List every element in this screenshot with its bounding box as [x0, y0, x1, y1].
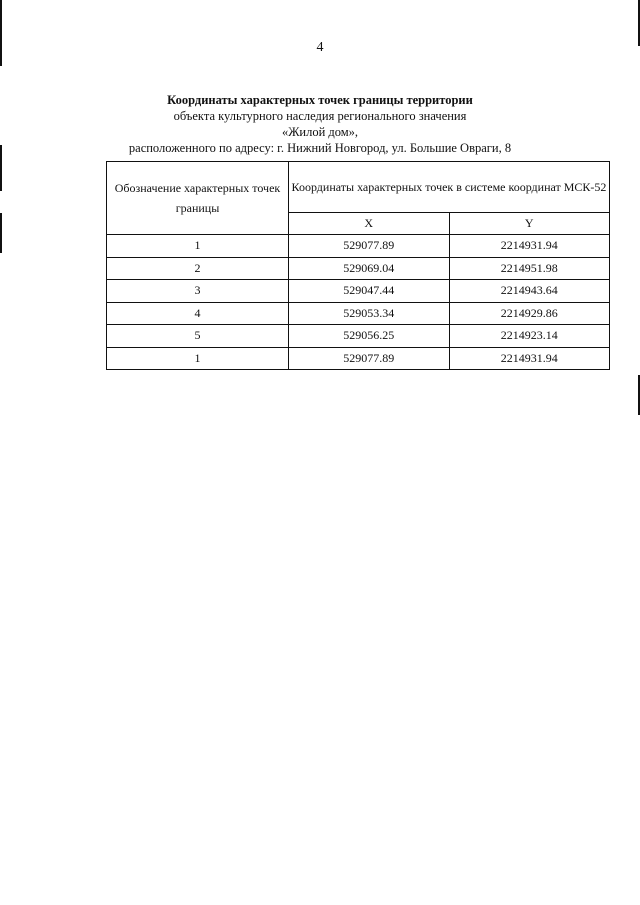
cell-y: 2214931.94: [449, 347, 610, 370]
table-row: [107, 257, 610, 280]
title-line-3: «Жилой дом»,: [281, 125, 359, 139]
cell-x: 529077.89: [289, 347, 450, 370]
cell-point: 1: [107, 347, 289, 370]
table-row: [107, 235, 610, 258]
cell-y: 2214943.64: [449, 280, 610, 303]
scan-edge-mark: [0, 145, 2, 191]
title-line-2: объекта культурного наследия регионального значения: [173, 109, 467, 123]
cell-y: 2214931.94: [449, 235, 610, 258]
cell-point: 5: [107, 325, 289, 348]
page-number: 4: [316, 40, 324, 55]
header-x: X: [289, 213, 450, 235]
cell-point: 1: [107, 235, 289, 258]
title-line-4: расположенного по адресу: г. Нижний Новгород, ул. Большие Овраги, 8: [128, 141, 512, 155]
coordinates-table: [106, 161, 610, 370]
cell-x: 529069.04: [289, 257, 450, 280]
cell-point: 3: [107, 280, 289, 303]
cell-x: 529077.89: [289, 235, 450, 258]
cell-y: 2214929.86: [449, 302, 610, 325]
scan-edge-mark: [0, 213, 2, 253]
cell-y: 2214951.98: [449, 257, 610, 280]
table-row: [107, 325, 610, 348]
scan-edge-mark: [0, 0, 2, 66]
table-row: [107, 347, 610, 370]
title-line-1: Координаты характерных точек границы территории: [167, 93, 473, 107]
table-row: [107, 302, 610, 325]
table-row: [107, 280, 610, 303]
cell-y: 2214923.14: [449, 325, 610, 348]
cell-x: 529047.44: [289, 280, 450, 303]
cell-point: 4: [107, 302, 289, 325]
header-coordinates: Координаты характерных точек в системе координат МСК-52: [289, 162, 610, 213]
header-y: Y: [449, 213, 610, 235]
cell-x: 529056.25: [289, 325, 450, 348]
cell-x: 529053.34: [289, 302, 450, 325]
header-point-designation: Обозначение характерных точек границы: [107, 162, 289, 235]
document-title: [100, 92, 540, 156]
cell-point: 2: [107, 257, 289, 280]
